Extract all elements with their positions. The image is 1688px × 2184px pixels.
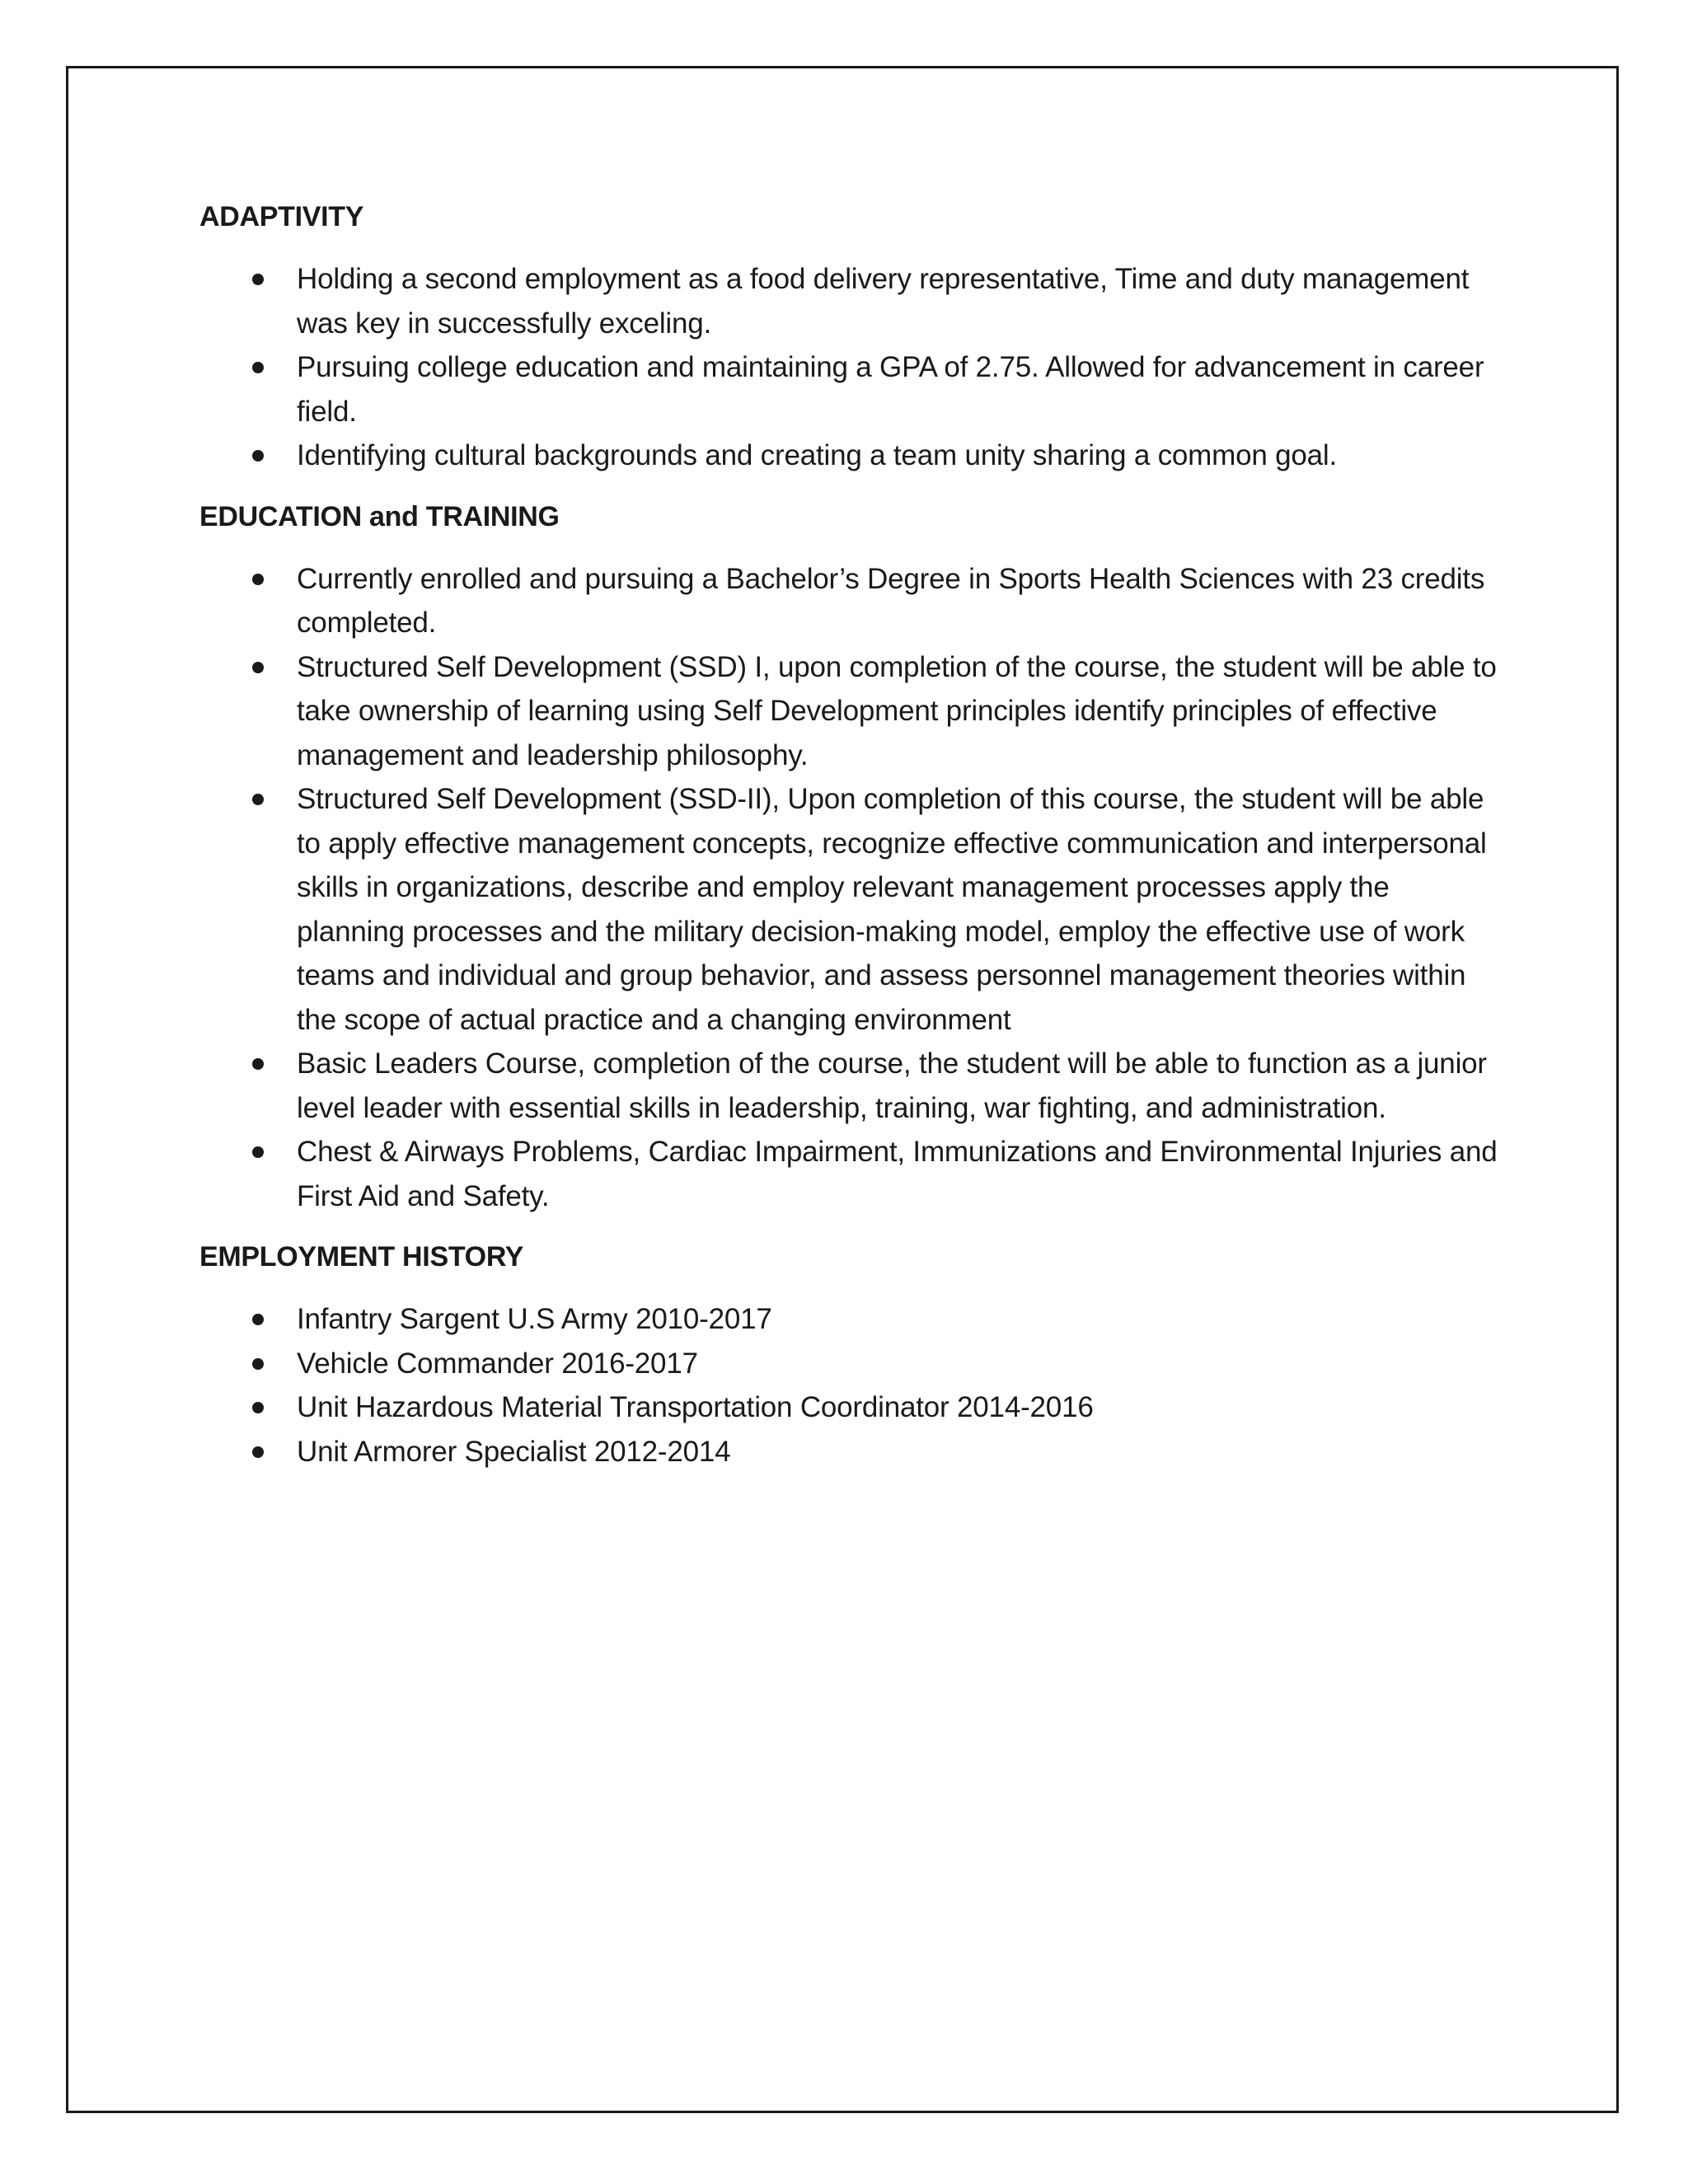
list-item (199, 1430, 1502, 1474)
list-item (199, 1385, 1502, 1430)
list-item (199, 1042, 1502, 1130)
bullet-icon (252, 1314, 264, 1325)
bullet-icon (252, 794, 264, 805)
list-item-text: Identifying cultural backgrounds and creating a team unity sharing a common goal. (297, 439, 1338, 471)
section-heading: ADAPTIVITY (199, 201, 364, 232)
document-body (199, 194, 1502, 1490)
bullet-icon (252, 1402, 264, 1413)
bullet-list (199, 257, 1502, 478)
list-item-text: Structured Self Development (SSD-II), Upon completion of this course, the student will be able to apply effective management concepts, recognize effective communication and interpersonal skills in organizations, describe and employ relevant management processes apply the planning processes and the military decision-making model, employ the effective use of work teams and individual and group behavior, and assess personnel management theories within the scope of actual practice and a changing environment (297, 783, 1487, 1036)
list-item-text: Unit Armorer Specialist 2012-2014 (297, 1435, 731, 1468)
list-item (199, 645, 1502, 778)
list-item (199, 434, 1502, 478)
list-item (199, 1130, 1502, 1218)
bullet-icon (252, 362, 264, 373)
list-item (199, 1297, 1502, 1342)
section-heading: EDUCATION and TRAINING (199, 500, 560, 532)
list-item-text: Infantry Sargent U.S Army 2010-2017 (297, 1303, 772, 1335)
section-heading: EMPLOYMENT HISTORY (199, 1241, 524, 1272)
list-item (199, 1342, 1502, 1386)
list-item-text: Chest & Airways Problems, Cardiac Impairment, Immunizations and Environmental Injuries and First Aid and Safety. (297, 1136, 1498, 1212)
list-item (199, 777, 1502, 1042)
bullet-list (199, 557, 1502, 1219)
bullet-icon (252, 574, 264, 585)
bullet-icon (252, 274, 264, 285)
list-item-text: Currently enrolled and pursuing a Bachelor’s Degree in Sports Health Sciences with 23 credits completed. (297, 562, 1485, 639)
list-item-text: Pursuing college education and maintaining a GPA of 2.75. Allowed for advancement in career field. (297, 351, 1484, 428)
list-item-text: Basic Leaders Course, completion of the course, the student will be able to function as a junior level leader with essential skills in leadership, training, war fighting, and administration. (297, 1047, 1487, 1124)
list-item (199, 257, 1502, 345)
section-employment-history (199, 1235, 1502, 1474)
section-education-and-training (199, 494, 1502, 1219)
bullet-icon (252, 1358, 264, 1370)
bullet-icon (252, 450, 264, 462)
bullet-icon (252, 662, 264, 673)
list-item-text: Structured Self Development (SSD) I, upon completion of the course, the student will be able to take ownership of learning using Self Development principles identify principles of effective management and leadership philosophy. (297, 650, 1497, 771)
list-item-text: Vehicle Commander 2016-2017 (297, 1347, 698, 1380)
list-item-text: Holding a second employment as a food delivery representative, Time and duty management was key in successfully exceling. (297, 263, 1470, 340)
bullet-list (199, 1297, 1502, 1474)
bullet-icon (252, 1446, 264, 1458)
list-item (199, 557, 1502, 645)
list-item (199, 345, 1502, 434)
bullet-icon (252, 1146, 264, 1158)
bullet-icon (252, 1058, 264, 1070)
section-adaptivity (199, 194, 1502, 478)
list-item-text: Unit Hazardous Material Transportation Coordinator 2014-2016 (297, 1391, 1094, 1423)
